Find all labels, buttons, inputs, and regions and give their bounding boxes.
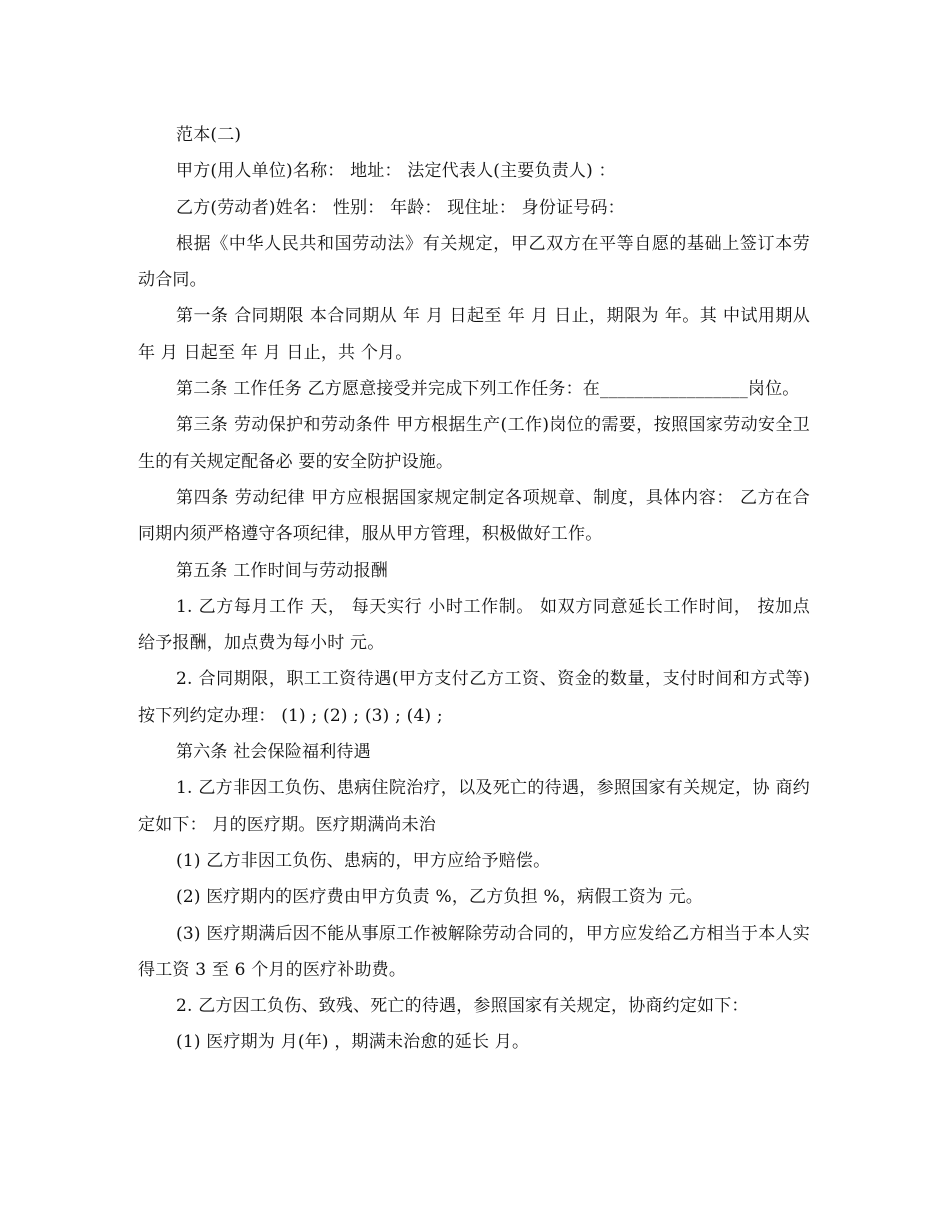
article-6-clause-2: 2. 乙方因工负伤、致残、死亡的待遇，参照国家有关规定，协商约定如下：: [176, 996, 749, 1017]
article-6-item-1: (1) 乙方非因工负伤、患病的，甲方应给予赔偿。: [176, 850, 551, 871]
article-6-item-3: (3) 医疗期满后因不能从事原工作被解除劳动合同的，甲方应发给乙方相当于本人实得工资 3 至 6 个月的医疗补助费。: [138, 923, 810, 980]
party-b-info: 乙方(劳动者)姓名： 性别： 年龄： 现住址： 身份证号码：: [176, 197, 625, 218]
document-body: [138, 117, 816, 1061]
article-2-job-duties: 第二条 工作任务 乙方愿意接受并完成下列工作任务：在_________________岗位。: [176, 379, 800, 400]
party-a-info: 甲方(用人单位)名称： 地址： 法定代表人(主要负责人) ：: [176, 161, 616, 182]
article-5-clause-2: 2. 合同期限，职工工资待遇(甲方支付乙方工资、资金的数量，支付时间和方式等)按下列约定办理： (1) ; (2) ; (3) ; (4) ;: [138, 669, 810, 726]
article-1-contract-term: 第一条 合同期限 本合同期从 年 月 日起至 年 月 日止，期限为 年。其 中试用期从 年 月 日起至 年 月 日止，共 个月。: [138, 306, 816, 363]
article-3-labor-protection: 第三条 劳动保护和劳动条件 甲方根据生产(工作)岗位的需要，按照国家劳动安全卫生的有关规定配备必 要的安全防护设施。: [138, 415, 810, 472]
article-6-clause-1: 1. 乙方非因工负伤、患病住院治疗，以及死亡的待遇，参照国家有关规定，协 商约定如下： 月的医疗期。医疗期满尚未治: [138, 778, 810, 835]
article-6-item-2: (2) 医疗期内的医疗费由甲方负责 %，乙方负担 %，病假工资为 元。: [176, 887, 704, 908]
template-title: 范本(二): [176, 125, 242, 145]
article-5-heading: 第五条 工作时间与劳动报酬: [176, 560, 389, 581]
article-6-heading: 第六条 社会保险福利待遇: [176, 742, 371, 763]
preamble: 根据《中华人民共和国劳动法》有关规定，甲乙双方在平等自愿的基础上签订本劳动合同。: [138, 233, 810, 291]
article-6-clause-2-item-1: (1) 医疗期为 月(年) ，期满未治愈的延长 月。: [176, 1032, 530, 1053]
article-5-clause-1: 1. 乙方每月工作 天， 每天实行 小时工作制。 如双方同意延长工作时间， 按加点给予报酬，加点费为每小时 元。: [138, 596, 810, 654]
article-4-labor-discipline: 第四条 劳动纪律 甲方应根据国家规定制定各项规章、制度，具体内容： 乙方在合同期内须严格遵守各项纪律，服从甲方管理，积极做好工作。: [138, 487, 810, 545]
